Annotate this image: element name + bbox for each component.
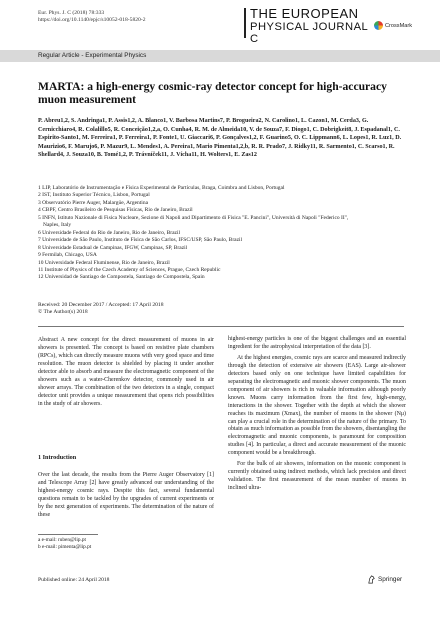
affiliation: 12 Universidad de Santiago de Compostela, Santiago de Compostela, Spain	[38, 274, 205, 281]
journal-logo	[244, 6, 370, 45]
paper-title: MARTA: a high-energy cosmic-ray detector concept for high-accuracy muon measurement	[38, 80, 387, 107]
crossmark-icon	[374, 21, 383, 30]
right-column	[228, 336, 406, 493]
doi-link[interactable]: https://doi.org/10.1140/epjc/s10052-018-5820-2	[38, 17, 146, 24]
abstract: Abstract A new concept for the direct measurement of muons in air showers is presented. The concept is based on resistive plate chambers (RPCs), which can directly measure muons with very good space and time resolution. The muon detector is shielded by placing it under another detector able to absorb and measure the electromagnetic component of the showers such as a water-Cherenkov detector, commonly used in air shower arrays. The combination of the two detectors in a single, compact detector unit provides a unique measurement that opens rich possibilities in the study of air showers.	[38, 337, 214, 407]
springer-horse-icon	[367, 575, 376, 584]
affiliation: 4 CBPF, Centro Brasileiro de Pesquisas Físicas, Rio de Janeiro, Brazil	[38, 207, 193, 214]
citation: Eur. Phys. J. C (2018) 78:333	[38, 10, 105, 16]
affiliation: 5 INFN, Istituto Nazionale di Fisica Nucleare, Sezione di Napoli and Dipartimento di Fisica "E. Pancini", Università di Napoli "Federico II",	[38, 214, 349, 221]
published-date: Published online: 24 April 2018	[38, 577, 110, 583]
paragraph: For the bulk of air showers, information on the muonic component is currently obtained using indirect methods, which lack precision and direct validation. The first measurement of the mean number of muons in inclined ultra-	[228, 461, 406, 492]
affiliation: 6 Universidade Federal do Rio de Janeiro, Rio de Janeiro, Brazil	[38, 229, 181, 236]
crossmark-label: CrossMark	[385, 22, 413, 29]
dates-block	[38, 302, 164, 317]
affiliation: 9 Fermilab, Chicago, USA	[38, 252, 97, 259]
crossmark-button[interactable]	[374, 21, 412, 30]
author-list: P. Abreu1,2, S. Andringa1, P. Assis1,2, A. Blanco1, V. Barbosa Martins7, P. Brogueira2, N. Carolino1, L. Cazon1, M. Cerda3, G. Cernicchiaro4, R. Colalillo5, R. Conceição1,2,a, O. Cunha4, R. M. de Almeida10, V. de Souza7, F. Diogo1, C. Dobrigkeit8, J. Espadanal1, C. Espirito-Santo1, M. Ferreira1, P. Ferreira1, P. Fonte1, U. Giaccari6, P. Gonçalves1,2, F. Guarino5, O. C. Lippmann6, L. Lopes1, R. Luz1, D. Maurizio6, F. Marujo6, P. Mazur9, L. Mendes1, A. Pereira1, Mario Pimenta1,2,b, R. R. Prado7, J. Ridky11, R. Sarmento1, C. Scarso1, R. Shellard4, J. Souza10, B. Tomé1,2, P. Trávníček11, J. Vícha11, H. Wolters1, E. Zas12	[38, 118, 402, 159]
received-accepted: Received: 20 December 2017 / Accepted: 17 April 2018	[38, 302, 164, 308]
paragraph: highest-energy particles is one of the biggest challenges and an essential ingredient for the astrophysical interpretation of the data [3].	[228, 336, 406, 350]
header-citation-block	[38, 10, 146, 24]
affiliation: 10 Universidade Federal Fluminense, Rio de Janeiro, Brazil	[38, 259, 170, 266]
affiliation: 3 Observatório Pierre Auger, Malargüe, Argentina	[38, 199, 149, 206]
article-type: Regular Article - Experimental Physics	[38, 52, 147, 59]
footnote-divider	[38, 534, 98, 535]
affiliation: Naples, Italy	[43, 222, 72, 229]
section-heading: 1 Introduction	[38, 454, 77, 461]
affiliation-list	[38, 185, 406, 282]
affiliation: 1 LIP, Laboratório de Instrumentação e Física Experimental de Partículas, Braga, Coimbra and Lisbon, Portugal	[38, 185, 285, 191]
affiliation: 8 Universidade Estadual de Campinas, IFGW, Campinas, SP, Brazil	[38, 244, 188, 251]
intro-paragraph: Over the last decade, the results from the Pierre Auger Observatory [1] and Telescope Array [2] have greatly advanced our understanding of the highest-energy cosmic rays. Despite this fact, several fundamental questions remain to be tackled by the upgrades of current experiments or by the next generation of experiments. The determination of the nature of these	[38, 472, 214, 518]
publisher-name: Springer	[378, 576, 403, 583]
journal-name-line2: PHYSICAL JOURNAL C	[250, 20, 368, 45]
footnote-email-b[interactable]: b e-mail: pimenta@lip.pt	[38, 544, 92, 551]
divider	[38, 326, 404, 327]
copyright: © The Author(s) 2018	[38, 309, 88, 316]
footnote-email-a[interactable]: a e-mail: ruben@lip.pt	[38, 537, 86, 543]
paragraph: At the highest energies, cosmic rays are scarce and measured indirectly through the detection of extensive air showers (EAS). Large air-shower detectors based only on one technique have limited capabilities for separating the electromagnetic and muonic shower components. The muon component of air showers is rich in valuable information although poorly known. Muons carry information from the first few, high-energy, interactions in the shower. Together with the depth at which the shower reaches its maximum (Xmax), the number of muons in the shower (Nμ) can play a crucial role in the determination of the nature of the primary. To obtain as much information as possible from the showers, disentangling the electromagnetic and muonic components, is paramount for composition studies [4]. In particular, a direct and accurate measurement of the muonic component would be a breakthrough.	[228, 354, 406, 457]
article-type-band	[0, 50, 440, 62]
affiliation: 2 IST, Instituto Superior Técnico, Lisbon, Portugal	[38, 192, 150, 199]
publisher-logo	[367, 575, 402, 584]
affiliation: 11 Institute of Physics of the Czech Academy of Sciences, Prague, Czech Republic	[38, 266, 221, 273]
journal-name-line1: THE EUROPEAN	[250, 6, 359, 21]
affiliation: 7 Universidade de São Paulo, Instituto de Física de São Carlos, IFSC/USP, São Paulo, Brazil	[38, 237, 243, 244]
footnotes	[38, 537, 138, 551]
